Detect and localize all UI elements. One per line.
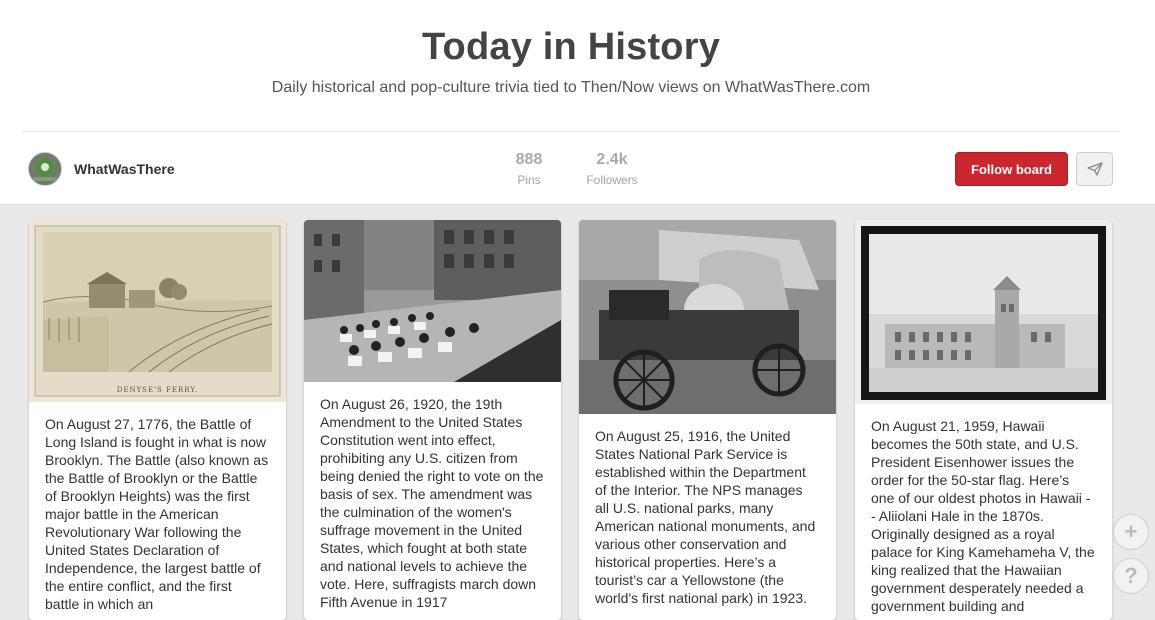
image-caption: DENYSE'S FERRY.	[116, 386, 199, 394]
pin-image[interactable]	[579, 220, 836, 414]
pin-description: On August 26, 1920, the 19th Amendment to the United States Constitution went into effect, prohibiting any U.S. citizen from being denied the right to vote on the basis of sex. The amendment was the culmination of the women's suffrage movement in the United States, which fought at both state and national levels to achieve the vote. Here, suffragists march down Fifth Avenue in 1917	[320, 396, 544, 610]
header-divider	[22, 131, 1120, 132]
board-owner[interactable]	[28, 152, 175, 186]
pin-image[interactable]	[29, 220, 286, 402]
board-description: Daily historical and pop-culture trivia tied to Then/Now views on WhatWasThere.com	[271, 79, 871, 96]
add-pin-button[interactable]: +	[1113, 514, 1149, 550]
avatar[interactable]	[28, 152, 62, 186]
pin-image[interactable]	[855, 220, 1112, 404]
pin-description: On August 25, 1916, the United States National Park Service is established within the Department of the Interior. The NPS manages all U.S. national parks, many American national monuments, and various other conservation and historical properties. Here’s a tourist’s car a Yellowstone (the world's first national park) in 1923.	[595, 428, 816, 606]
pins-stat[interactable]	[509, 151, 549, 187]
aliiolani-hale-photo-icon	[855, 220, 1112, 404]
pins-count: 888	[515, 151, 543, 168]
board-header	[0, 0, 1155, 205]
pin-card[interactable]	[29, 220, 286, 620]
pin-description: On August 21, 1959, Hawaii becomes the 50th state, and U.S. President Eisenhower issues the order for the 50-star flag. Here’s one of our oldest photos in Hawaii -- Aliiolani Hale in the 1870s. Originally designed as a royal palace for King Kamehameha V, the king realized that the Hawaiian government desperately needed a government building and	[871, 418, 1095, 614]
engraving-denyses-ferry-icon	[29, 220, 286, 402]
pins-label: Pins	[517, 173, 541, 187]
vintage-car-photo-icon	[579, 220, 836, 414]
follow-board-button[interactable]: Follow board	[955, 152, 1068, 186]
pin-image[interactable]	[304, 220, 561, 382]
owner-name[interactable]: WhatWasThere	[74, 161, 175, 177]
suffrage-parade-photo-icon	[304, 220, 561, 382]
pin-card[interactable]	[855, 220, 1112, 620]
followers-label: Followers	[586, 173, 638, 187]
pin-description: On August 27, 1776, the Battle of Long Island is fought in what is now Brooklyn. The Battle (also known as the Battle of Brooklyn or the Battle of Brooklyn Heights) was the first major battle in the American Revolutionary War following the United States Declaration of Independence, the largest battle of the entire conflict, and the first battle in which an	[45, 416, 269, 612]
help-button[interactable]: ?	[1113, 558, 1149, 594]
board-title: Today in History	[421, 26, 721, 68]
send-button[interactable]	[1076, 152, 1113, 186]
pin-card[interactable]	[579, 220, 836, 620]
followers-stat[interactable]	[582, 151, 642, 187]
owner-logo-icon	[29, 153, 61, 185]
send-icon	[1087, 162, 1103, 176]
pin-card[interactable]	[304, 220, 561, 620]
followers-count: 2.4k	[596, 151, 628, 168]
